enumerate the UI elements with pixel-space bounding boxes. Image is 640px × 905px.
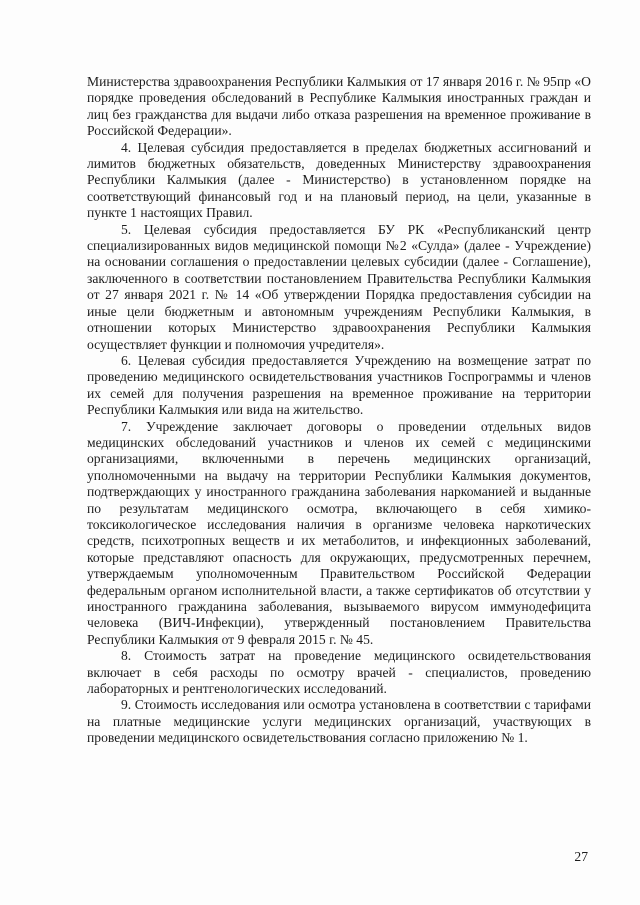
paragraph-item-8: 8. Стоимость затрат на проведение медицинского освидетельствования включает в себя расходы по осмотру врачей - специалистов, проведению лабораторных и рентгенологических исследований.	[87, 648, 591, 697]
paragraph-item-9: 9. Стоимость исследования или осмотра установлена в соответствии с тарифами на платные медицинские услуги медицинских организаций, участвующих в проведении медицинского освидетельствования согласно приложению № 1.	[87, 697, 591, 746]
paragraph-item-4: 4. Целевая субсидия предоставляется в пределах бюджетных ассигнований и лимитов бюджетных обязательств, доведенных Министерству здравоохранения Республики Калмыкия (далее - Министерство) в установленном порядке на соответствующий финансовый год и на плановый период, на цели, указанные в пункте 1 настоящих Правил.	[87, 139, 591, 221]
page-number: 27	[574, 849, 588, 864]
paragraph-continuation: Министерства здравоохранения Республики Калмыкия от 17 января 2016 г. № 95пр «О порядке проведения обследований в Республике Калмыкия иностранных граждан и лиц без гражданства для выдачи либо отказа разрешения на временное проживание в Российской Федерации».	[87, 74, 591, 139]
document-body	[87, 74, 591, 747]
paragraph-item-5: 5. Целевая субсидия предоставляется БУ РК «Республиканский центр специализированных видов медицинской помощи №2 «Сулда» (далее - Учреждение) на основании соглашения о предоставлении целевых субсидии (далее - Соглашение), заключенного в соответствии постановлением Правительства Республики Калмыкия от 27 января 2021 г. № 14 «Об утверждении Порядка предоставления субсидии на иные цели бюджетным и автономным учреждениям Республики Калмыкия, в отношении которых Министерство здравоохранения Республики Калмыкия осуществляет функции и полномочия учредителя».	[87, 221, 591, 352]
paragraph-item-6: 6. Целевая субсидия предоставляется Учреждению на возмещение затрат по проведению медицинского освидетельствования участников Госпрограммы и членов их семей для получения разрешения на временное проживание на территории Республики Калмыкия или вида на жительство.	[87, 352, 591, 418]
paragraph-item-7: 7. Учреждение заключает договоры о проведении отдельных видов медицинских обследований участников и членов их семей с медицинскими организациями, включенными в перечень медицинских организаций, уполномоченными на выдачу на территории Республики Калмыкия документов, подтверждающих у иностранного гражданина заболевания наркоманией и выданные по результатам медицинского осмотра, включающего в себя химико-токсикологическое исследования наличия в организме человека наркотических средств, психотропных веществ и их метаболитов, и инфекционных заболеваний, которые представляют опасность для окружающих, предусмотренных перечнем, утверждаемым уполномоченным Правительством Российской Федерации федеральным органом исполнительной власти, а также сертификатов об отсутствии у иностранного гражданина заболевания, вызываемого вирусом иммунодефицита человека (ВИЧ-Инфекции), утвержденный постановлением Правительства Республики Калмыкия от 9 февраля 2015 г. № 45.	[87, 418, 591, 647]
